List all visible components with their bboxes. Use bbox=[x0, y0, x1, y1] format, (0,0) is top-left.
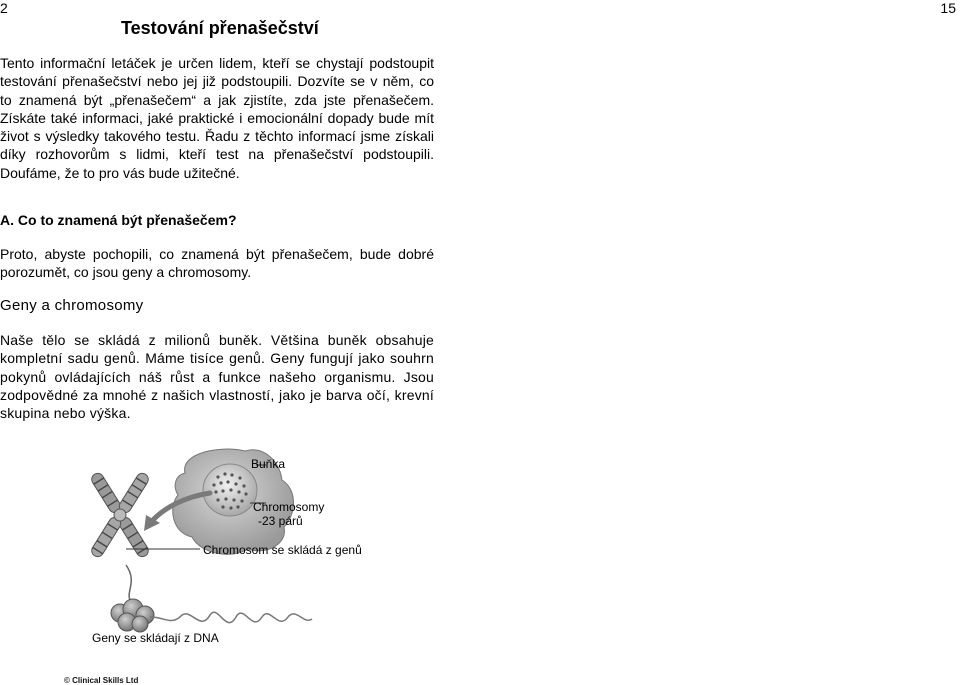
label-chromosome-genes: Chromosom se skládá z genů bbox=[203, 543, 362, 557]
left-page-number: 2 bbox=[0, 0, 8, 16]
dna-strand-icon bbox=[150, 612, 312, 622]
section-a-heading: A. Co to znamená být přenašečem? bbox=[0, 212, 237, 228]
chromosome-icon bbox=[89, 471, 150, 559]
page-title: Testování přenašečství bbox=[121, 18, 319, 38]
label-genes-dna: Geny se skládají z DNA bbox=[92, 631, 219, 645]
dna-coil-icon bbox=[111, 599, 154, 632]
copyright-notice: © Clinical Skills Ltd bbox=[64, 676, 139, 685]
label-chromosomes: Chromosomy bbox=[253, 500, 325, 514]
genetics-illustration bbox=[60, 445, 390, 675]
section-a-paragraph: Proto, abyste pochopili, co znamená být přenašečem, bude dobré porozumět, co jsou geny a chromosomy. bbox=[0, 246, 434, 281]
right-page-number: 15 bbox=[940, 0, 956, 16]
genes-chromosomes-paragraph: Naše tělo se skládá z milionů buněk. Většina buněk obsahuje kompletní sadu genů. Máme tisíce genů. Geny fungují jako souhrn pokynů ovládajících náš růst a funkce našeho organismu. Jsou zodpovědné za mnohé z našich vlastností, jako je barva očí, krevní skupina nebo výška. bbox=[0, 332, 434, 422]
genes-chromosomes-heading: Geny a chromosomy bbox=[0, 297, 144, 314]
intro-paragraph: Tento informační letáček je určen lidem, kteří se chystají podstoupit testování přenašečství nebo jej již podstoupili. Dozvíte se v něm, co to znamená být „přenašečem“ a jak zjistíte, zda jste přenašečem. Získáte také informaci, jaké praktické i emocionální dopady bude mít život s výsledky takového testu. Řadu z těchto informací jsme získali díky rozhovorům s lidmi, kteří test na přenašečství podstoupili. Doufáme, že to pro vás bude užitečné. bbox=[0, 55, 434, 181]
label-cell: Buňka bbox=[251, 457, 286, 471]
label-chromosome-pairs: -23 párů bbox=[258, 514, 303, 528]
